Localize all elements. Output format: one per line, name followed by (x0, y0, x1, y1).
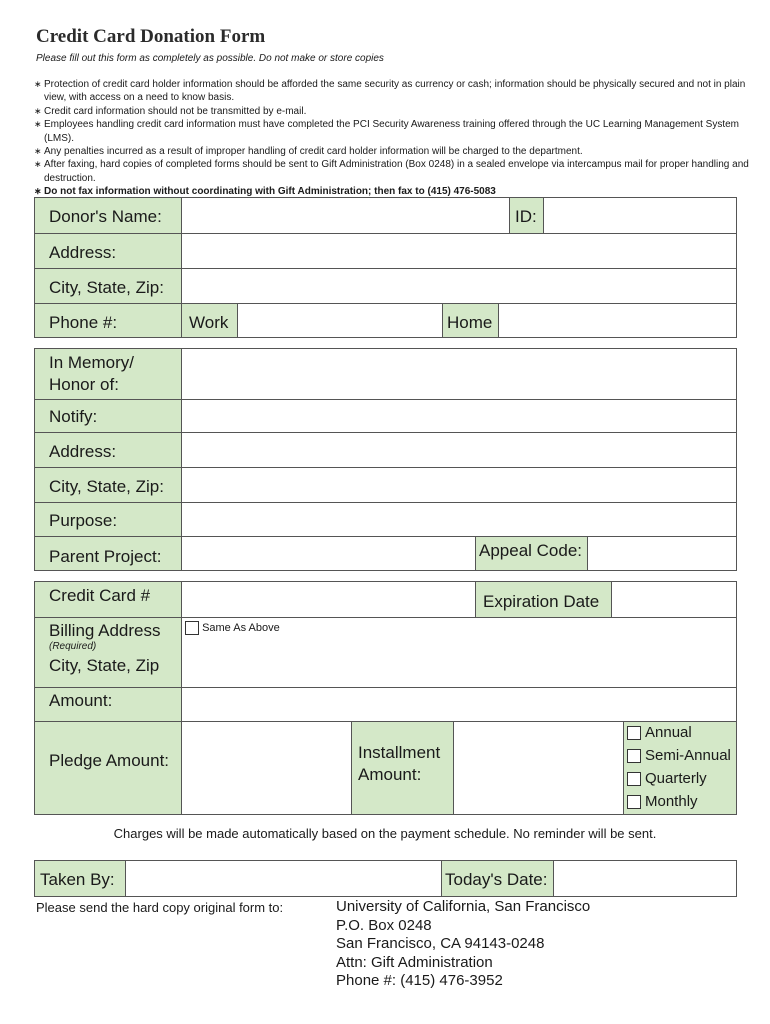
address-line: P.O. Box 0248 (336, 916, 432, 934)
amount-field[interactable] (182, 688, 736, 721)
frequency-quarterly[interactable] (627, 770, 707, 788)
pledge-row (35, 721, 736, 814)
notify-city-label: City, State, Zip: (49, 477, 164, 496)
note-item: ∗ After faxing, hard copies of completed forms should be sent to Gift Administration (Box 0248) in a sealed envelope via intercampus mail for proper handling and destruction. (34, 158, 749, 185)
taken-by-field[interactable] (126, 861, 442, 896)
notify-label: Notify: (49, 407, 98, 426)
address-line: Attn: Gift Administration (336, 953, 493, 971)
memory-row (35, 349, 736, 399)
note-item: ∗ Any penalties incurred as a result of improper handling of credit card holder information will be charged to the department. (34, 145, 749, 158)
notify-row (35, 399, 736, 432)
donor-name-label: Donor's Name: (49, 207, 162, 226)
form-subtitle: Please fill out this form as completely as possible. Do not make or store copies (36, 53, 384, 64)
note-item-fax: ∗ Do not fax information without coordinating with Gift Administration; then fax to (415) 476-5083 (34, 185, 749, 198)
purpose-row (35, 502, 736, 536)
quarterly-label: Quarterly (645, 770, 707, 788)
office-section (34, 860, 737, 897)
taken-by-row (35, 861, 736, 896)
parent-project-field[interactable] (182, 537, 476, 570)
donor-city-row (35, 268, 736, 303)
installment-amount-field[interactable] (454, 722, 624, 814)
purpose-label: Purpose: (49, 511, 118, 530)
work-phone-label: Work (189, 313, 229, 332)
monthly-label: Monthly (645, 793, 698, 811)
semi-annual-label: Semi-Annual (645, 747, 731, 765)
mailing-address (336, 898, 590, 991)
address-line: University of California, San Francisco (336, 898, 591, 915)
todays-date-field[interactable] (554, 861, 736, 896)
parent-project-label: Parent Project: (49, 547, 162, 566)
required-note: (Required) (49, 641, 97, 652)
credit-card-row (35, 582, 736, 617)
annual-label: Annual (645, 724, 692, 742)
frequency-options (624, 722, 736, 814)
credit-card-label: Credit Card # (49, 586, 151, 605)
notify-field[interactable] (182, 400, 736, 432)
pledge-amount-field[interactable] (182, 722, 352, 814)
appeal-code-field[interactable] (588, 537, 736, 570)
parent-project-row (35, 536, 736, 570)
billing-address-field[interactable] (182, 618, 736, 687)
notify-city-row (35, 467, 736, 502)
installment-label-line2: Amount: (358, 765, 422, 784)
semi-annual-checkbox[interactable] (627, 749, 641, 763)
quarterly-checkbox[interactable] (627, 772, 641, 786)
work-phone-field[interactable] (238, 304, 443, 337)
donor-address-row (35, 233, 736, 268)
same-as-above-checkbox[interactable] (185, 621, 199, 635)
donor-address-field[interactable] (182, 234, 736, 268)
memory-field[interactable] (182, 349, 736, 399)
expiration-date-label: Expiration Date (483, 592, 600, 611)
monthly-checkbox[interactable] (627, 795, 641, 809)
notify-address-row (35, 432, 736, 467)
payment-section (34, 581, 737, 815)
frequency-semi-annual[interactable] (627, 747, 731, 765)
notify-address-label: Address: (49, 442, 117, 461)
address-line: San Francisco, CA 94143-0248 (336, 935, 545, 952)
note-item: ∗ Protection of credit card holder information should be afforded the same security as currency or cash; information should be physically secured and not in plain view, with access on a need to know basis. (34, 78, 749, 105)
note-item: ∗ Credit card information should not be transmitted by e-mail. (34, 105, 749, 118)
address-line: Phone #: (415) 476-3952 (336, 972, 503, 989)
charges-note: Charges will be made automatically based on the payment schedule. No reminder will be sent. (113, 826, 657, 841)
installment-label-line1: Installment (358, 743, 441, 762)
frequency-monthly[interactable] (627, 793, 698, 811)
mailing-instruction: Please send the hard copy original form to: (36, 900, 284, 915)
purpose-field[interactable] (182, 503, 736, 536)
credit-card-field[interactable] (182, 582, 476, 617)
annual-checkbox[interactable] (627, 726, 641, 740)
notify-address-field[interactable] (182, 433, 736, 467)
donor-city-label: City, State, Zip: (49, 278, 164, 297)
form-title: Credit Card Donation Form (36, 26, 266, 47)
donor-section (34, 197, 737, 338)
note-item: ∗ Employees handling credit card information must have completed the PCI Security Awareness training offered through the UC Learning Management System (LMS). (34, 118, 749, 145)
expiration-date-field[interactable] (612, 582, 736, 617)
donor-phone-label: Phone #: (49, 313, 118, 332)
donor-city-field[interactable] (182, 269, 736, 303)
notify-city-field[interactable] (182, 468, 736, 502)
billing-address-label: Billing Address (49, 621, 161, 640)
billing-city-label: City, State, Zip (49, 656, 160, 675)
donor-name-field[interactable] (182, 198, 510, 233)
memory-label-line2: Honor of: (49, 375, 119, 394)
donor-id-field[interactable] (544, 198, 736, 233)
memory-section (34, 348, 737, 571)
home-phone-field[interactable] (499, 304, 736, 337)
taken-by-label: Taken By: (40, 870, 115, 889)
amount-label: Amount: (49, 691, 113, 710)
billing-address-row (35, 617, 736, 687)
memory-label-line1: In Memory/ (49, 353, 135, 372)
donor-name-row (35, 198, 736, 233)
home-phone-label: Home (447, 313, 493, 332)
amount-row (35, 687, 736, 721)
todays-date-label: Today's Date: (445, 870, 548, 889)
same-as-above-label: Same As Above (202, 622, 280, 635)
appeal-code-label: Appeal Code: (479, 541, 583, 560)
pledge-amount-label: Pledge Amount: (49, 751, 170, 770)
policy-notes (34, 78, 749, 199)
donor-id-label: ID: (515, 207, 537, 226)
donor-address-label: Address: (49, 243, 117, 262)
same-as-above[interactable] (185, 621, 280, 635)
frequency-annual[interactable] (627, 724, 692, 742)
donor-phone-row (35, 303, 736, 337)
